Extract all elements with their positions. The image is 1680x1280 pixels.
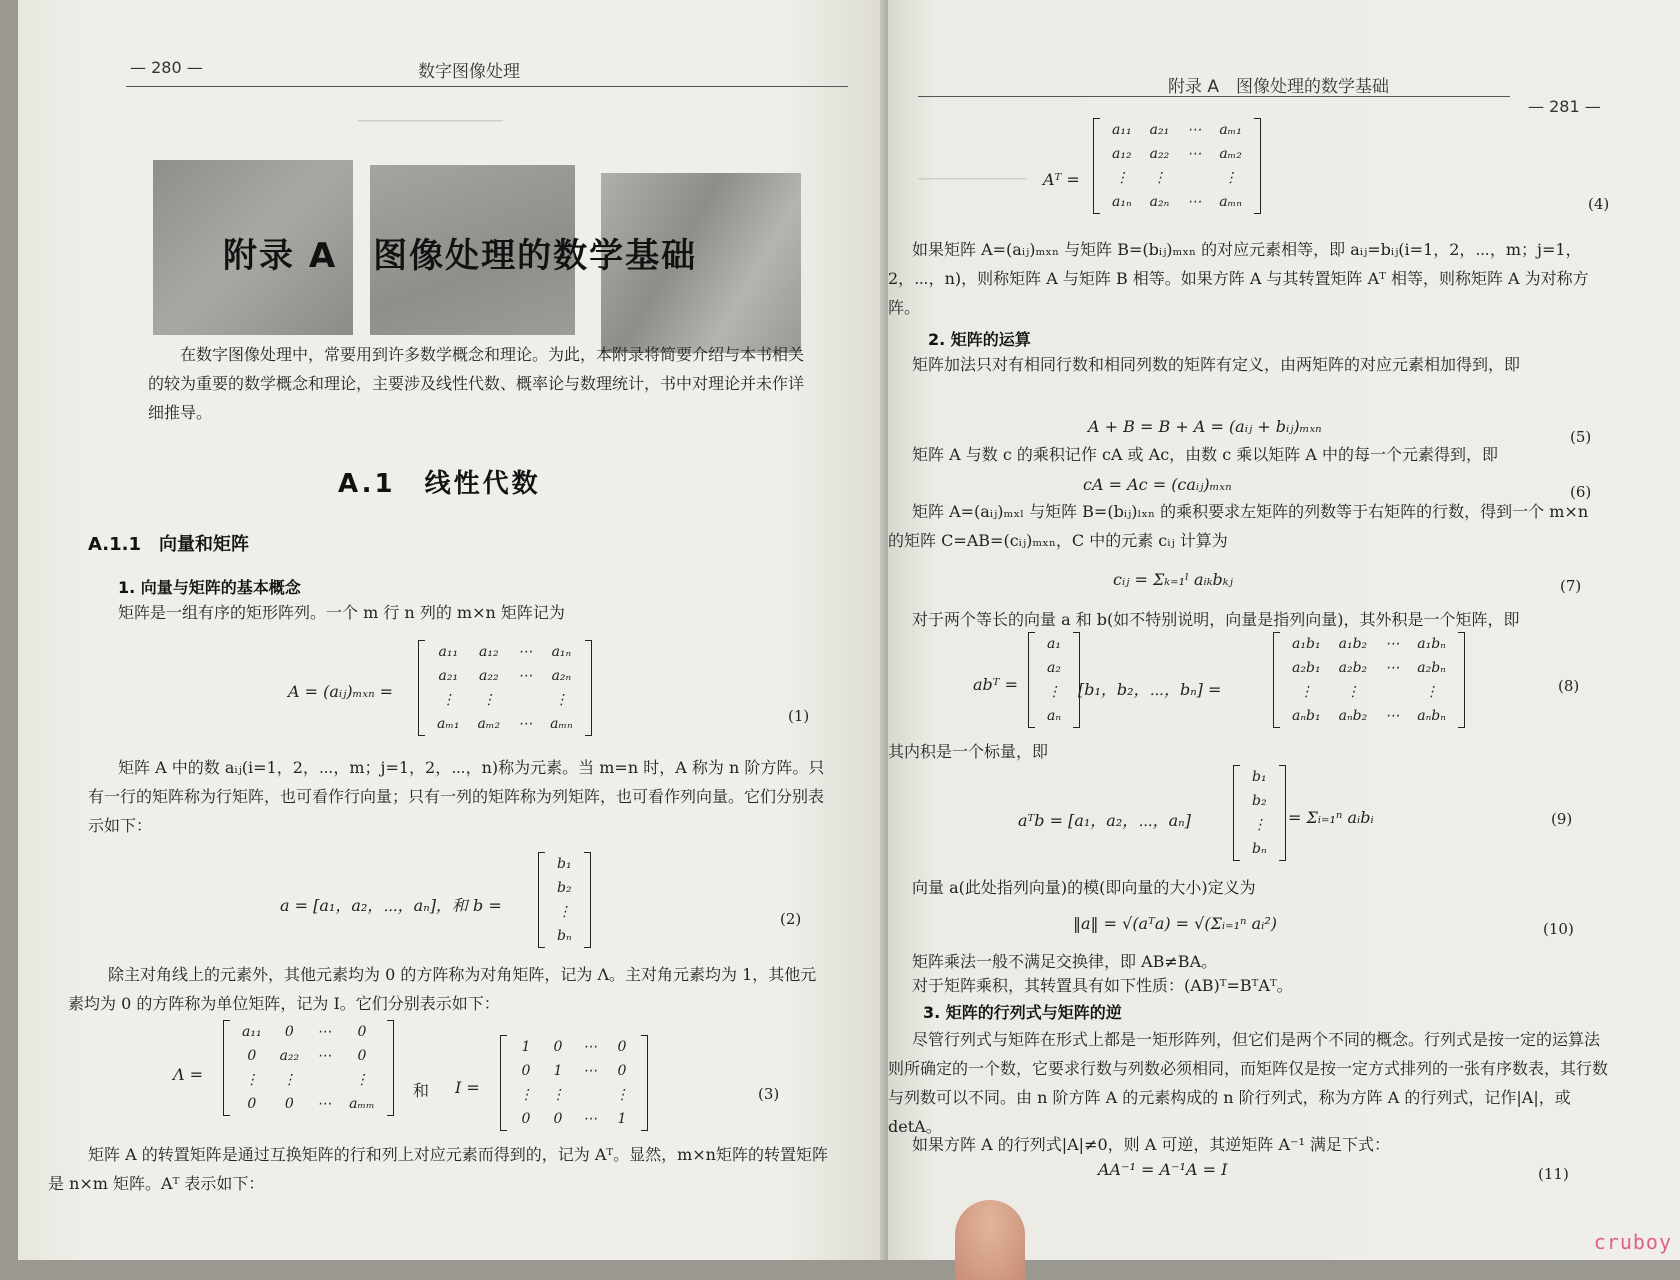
matrix-cell: a₂₁ (1149, 122, 1170, 138)
bracket-left (538, 852, 545, 948)
matrix-cell: b₂ (557, 880, 572, 896)
eq3-matrix-a (223, 1020, 394, 1116)
right-page (888, 0, 1680, 1260)
eq8-column (1028, 632, 1080, 728)
eq3-lhs: Λ = (173, 1065, 204, 1084)
matrix-cell: ⋯ (518, 668, 533, 684)
eq3-number: (3) (758, 1085, 780, 1103)
matrix-cell: bₙ (1252, 841, 1267, 857)
bracket-right (584, 852, 591, 948)
intro-paragraph: 在数字图像处理中，常要用到许多数学概念和理论。为此，本附录将简要介绍与本书相关的较为重要的数学概念和理论，主要涉及线性代数、概率论与数理统计，书中对理论并未作详细推导。 (148, 345, 805, 422)
matrix-cell (308, 1068, 340, 1092)
matrix-cell: aₘ₂ (1219, 146, 1242, 162)
matrix-cell: ⋮ (1223, 170, 1238, 186)
eq6: cA = Ac = (caᵢⱼ)ₘₓₙ (1083, 475, 1232, 494)
bracket-left (1028, 632, 1035, 728)
matrix-cell: 0 (553, 1039, 563, 1055)
eq10: ‖a‖ = √(aᵀa) = √(Σᵢ₌₁ⁿ aᵢ²) (1073, 914, 1277, 933)
sub3-heading: 3. 矩阵的行列式与矩阵的逆 (923, 1003, 1122, 1022)
eq8-number: (8) (1558, 677, 1580, 695)
paragraph-10: 其内积是一个标量，即 (888, 742, 1049, 761)
matrix-cell: a₂₂ (1149, 146, 1170, 162)
matrix-cell: 0 (521, 1063, 531, 1079)
bracket-left (223, 1020, 230, 1116)
matrix-cell: a₁bₙ (1417, 636, 1446, 652)
matrix-cell: aₘ₁ (1219, 122, 1242, 138)
bracket-left (418, 640, 425, 736)
eq5-number: (5) (1570, 428, 1592, 446)
matrix-cell: a₁b₂ (1338, 636, 1368, 652)
eq8-lhs: abᵀ = (973, 675, 1018, 694)
matrix-cell: aₘₙ (1219, 194, 1242, 210)
matrix-cell: ⋯ (1385, 708, 1400, 724)
matrix-cell: 0 (553, 1111, 563, 1127)
eq6-number: (6) (1570, 483, 1592, 501)
paragraph-13: 对于矩阵乘积，其转置具有如下性质：(AB)ᵀ=BᵀAᵀ。 (912, 976, 1293, 995)
eq11-number: (11) (1538, 1165, 1569, 1183)
eq2-number: (2) (780, 910, 802, 928)
matrix-cell: a₁ₙ (551, 644, 572, 660)
matrix-cell (574, 1083, 606, 1107)
matrix-cell: aₘₘ (349, 1096, 375, 1112)
appendix-title: 附录 A 图像处理的数学基础 (223, 236, 698, 276)
matrix-cell: ⋯ (1385, 660, 1400, 676)
paragraph-2: 矩阵 A 中的数 aᵢⱼ(i=1，2，⋯，m；j=1，2，⋯，n)称为元素。当 m=n 时，A 称为 n 阶方阵。只有一行的矩阵称为行矩阵，也可看作行向量；只有一列的矩阵称为列矩阵，也可看作列向量。它们分别表示如下： (88, 758, 825, 835)
matrix-cell: ⋮ (481, 692, 496, 708)
matrix-cell: 1 (521, 1039, 531, 1055)
bracket-right (1279, 765, 1286, 861)
matrix-cell: a₂ (1047, 660, 1061, 676)
eq1-number: (1) (788, 707, 810, 725)
paragraph-6: 矩阵加法只对有相同行数和相同列数的矩阵有定义，由两矩阵的对应元素相加得到，即 (912, 355, 1521, 374)
section-heading: A.1 线性代数 (338, 469, 541, 499)
paragraph-5: 如果矩阵 A=(aᵢⱼ)ₘₓₙ 与矩阵 B=(bᵢⱼ)ₘₓₙ 的对应元素相等，即 aᵢⱼ=bᵢⱼ(i=1，2，⋯，m；j=1，2，⋯，n)，则称矩阵 A 与矩阵 B 相等。如果方阵 A 与其转置矩阵 Aᵀ 相等，则称矩阵 A 为对称方阵。 (888, 240, 1589, 317)
eq4-lhs: Aᵀ = (1043, 170, 1080, 189)
matrix-cell: ⋮ (354, 1072, 369, 1088)
matrix-cell: 0 (617, 1063, 627, 1079)
bracket-left (1273, 632, 1280, 728)
matrix-cell: ⋮ (1114, 170, 1129, 186)
matrix-cell: 0 (357, 1048, 367, 1064)
matrix-cell: ⋮ (519, 1087, 533, 1103)
eq1-matrix (418, 640, 592, 736)
paragraph-12: 矩阵乘法一般不满足交换律，即 AB≠BA。 (912, 952, 1218, 971)
matrix-cell: a₁₁ (438, 644, 459, 660)
matrix-cell: ⋮ (551, 1087, 565, 1103)
matrix-cell: aₘₙ (550, 716, 573, 732)
eq9-lhs: aᵀb = [a₁，a₂，⋯，aₙ] (1018, 811, 1191, 830)
matrix-cell (509, 688, 541, 712)
matrix-cell: 0 (617, 1039, 627, 1055)
paragraph-3: 除主对角线上的元素外，其他元素均为 0 的方阵称为对角矩阵，记为 Λ。主对角元素均为 1，其他元素均为 0 的方阵称为单位矩阵，记为 I。它们分别表示如下： (68, 965, 817, 1013)
matrix-cell: aₙbₙ (1417, 708, 1446, 724)
matrix-cell: a₂₂ (279, 1048, 300, 1064)
bleed-through-text: ──────────────── (358, 112, 503, 130)
matrix-cell: a₂b₁ (1292, 660, 1321, 676)
eq8-row: [b₁，b₂，⋯，bₙ] = (1078, 680, 1222, 699)
matrix-cell: ⋯ (317, 1048, 332, 1064)
matrix-cell: a₁₂ (1112, 146, 1132, 162)
subsection-heading: A.1.1 向量和矩阵 (88, 534, 249, 555)
matrix-cell: ⋮ (557, 904, 572, 920)
matrix-cell: ⋮ (1047, 684, 1062, 700)
eq10-number: (10) (1543, 920, 1574, 938)
eq5: A + B = B + A = (aᵢⱼ + bᵢⱼ)ₘₓₙ (1088, 417, 1322, 436)
matrix-cell: a₁ (1047, 636, 1061, 652)
eq2-matrix (538, 852, 591, 948)
matrix-cell: b₂ (1252, 793, 1267, 809)
bracket-left (500, 1035, 507, 1131)
matrix-cell: ⋮ (1345, 684, 1360, 700)
thumb-holding-page (955, 1200, 1025, 1280)
running-head: 附录 A 图像处理的数学基础 (1168, 77, 1390, 97)
bracket-right (387, 1020, 394, 1116)
matrix-cell: aₙ (1047, 708, 1062, 724)
bracket-left (1233, 765, 1240, 861)
matrix-cell: ⋮ (1424, 684, 1439, 700)
bracket-right (641, 1035, 648, 1131)
matrix-cell: a₁ₙ (1112, 194, 1132, 210)
eq7: cᵢⱼ = Σₖ₌₁ˡ aᵢₖbₖⱼ (1113, 570, 1233, 589)
eq8-matrix (1273, 632, 1465, 728)
matrix-cell: ⋮ (1299, 684, 1314, 700)
matrix-cell: 0 (357, 1024, 367, 1040)
bracket-right (585, 640, 592, 736)
matrix-cell: ⋮ (282, 1072, 297, 1088)
matrix-cell: aₙb₂ (1338, 708, 1368, 724)
matrix-cell: a₂ₙ (551, 668, 572, 684)
header-rule (126, 86, 848, 87)
matrix-cell: ⋯ (1187, 122, 1202, 138)
matrix-cell: a₂₁ (438, 668, 459, 684)
sub1-heading: 1. 向量与矩阵的基本概念 (118, 578, 301, 597)
header-rule (918, 96, 1510, 97)
matrix-cell: b₁ (1252, 769, 1267, 785)
matrix-cell: 0 (247, 1048, 257, 1064)
bracket-right (1254, 118, 1261, 214)
matrix-cell: ⋯ (583, 1039, 597, 1055)
matrix-cell: a₂₂ (479, 668, 499, 684)
matrix-cell: ⋯ (1187, 146, 1202, 162)
eq3-and: 和 (413, 1081, 430, 1100)
matrix-cell: b₁ (557, 856, 572, 872)
running-head: 数字图像处理 (418, 62, 520, 82)
page-number: — 280 — (130, 58, 203, 77)
matrix-cell: 1 (553, 1063, 563, 1079)
matrix-cell (1376, 680, 1408, 704)
matrix-cell: ⋮ (244, 1072, 259, 1088)
matrix-cell: ⋯ (317, 1096, 332, 1112)
matrix-cell: ⋯ (583, 1111, 597, 1127)
matrix-cell: 0 (247, 1096, 257, 1112)
eq4-matrix (1093, 118, 1261, 214)
matrix-cell: a₁₁ (1112, 122, 1132, 138)
eq11: AA⁻¹ = A⁻¹A = I (1098, 1160, 1228, 1179)
matrix-cell: ⋯ (1385, 636, 1400, 652)
eq2-text: a = [a₁，a₂，⋯，aₙ]，和 b = (280, 896, 502, 915)
bleed-through-text: ──────────── (918, 170, 1027, 188)
eq3-matrix-b (500, 1035, 648, 1131)
paragraph-14: 尽管行列式与矩阵在形式上都是一矩形阵列，但它们是两个不同的概念。行列式是按一定的运算法则所确定的一个数，它要求行数与列数必须相同，而矩阵仅是按一定方式排列的一张有序数表，其行数与列数可以不同。由 n 阶方阵 A 的元素构成的 n 阶行列式，称为方阵 A 的行列式，记作|A|，或 detA。 (888, 1030, 1609, 1136)
matrix-cell: 0 (284, 1096, 294, 1112)
paragraph-7: 矩阵 A 与数 c 的乘积记作 cA 或 Ac，由数 c 乘以矩阵 A 中的每一个元素得到，即 (912, 445, 1499, 464)
matrix-cell: ⋯ (1187, 194, 1202, 210)
paragraph-9: 对于两个等长的向量 a 和 b(如不特别说明，向量是指列向量)，其外积是一个矩阵，即 (912, 610, 1520, 629)
matrix-cell: 0 (521, 1111, 531, 1127)
matrix-cell: aₘ₂ (477, 716, 501, 732)
page-number: — 281 — (1528, 97, 1601, 116)
matrix-cell: a₂bₙ (1417, 660, 1446, 676)
matrix-cell: a₁b₁ (1292, 636, 1321, 652)
paragraph-15: 如果方阵 A 的行列式|A|≠0，则 A 可逆，其逆矩阵 A⁻¹ 满足下式： (912, 1135, 1390, 1154)
eq9-column (1233, 765, 1286, 861)
eq4-number: (4) (1588, 195, 1610, 213)
matrix-cell: a₁₂ (479, 644, 499, 660)
eq3-mid: I = (455, 1078, 480, 1097)
eq9-number: (9) (1551, 810, 1573, 828)
matrix-cell: aₘ₁ (437, 716, 460, 732)
matrix-cell: 0 (284, 1024, 294, 1040)
eq7-number: (7) (1560, 577, 1582, 595)
matrix-cell: ⋮ (1252, 817, 1267, 833)
left-page (18, 0, 888, 1260)
paragraph-11: 向量 a(此处指列向量)的模(即向量的大小)定义为 (912, 878, 1256, 897)
eq1-lhs: A = (aᵢⱼ)ₘₓₙ = (288, 682, 394, 701)
matrix-cell: bₙ (557, 928, 572, 944)
eq9-rhs: = Σᵢ₌₁ⁿ aᵢbᵢ (1288, 808, 1374, 827)
paragraph-1: 矩阵是一组有序的矩形阵列。一个 m 行 n 列的 m×n 矩阵记为 (118, 603, 565, 622)
matrix-cell: ⋮ (1152, 170, 1167, 186)
paragraph-8: 矩阵 A=(aᵢⱼ)ₘₓₗ 与矩阵 B=(bᵢⱼ)ₗₓₙ 的乘积要求左矩阵的列数等于右矩阵的行数，得到一个 m×n 的矩阵 C=AB=(cᵢⱼ)ₘₓₙ，C 中的元素 cᵢⱼ 计算为 (888, 502, 1589, 550)
matrix-cell: a₂b₂ (1338, 660, 1368, 676)
matrix-cell: a₁₁ (242, 1024, 262, 1040)
bracket-left (1093, 118, 1100, 214)
matrix-cell: ⋮ (441, 692, 456, 708)
matrix-cell: 1 (617, 1111, 627, 1127)
matrix-cell: ⋮ (554, 692, 569, 708)
matrix-cell: ⋯ (518, 716, 533, 732)
matrix-cell: ⋯ (583, 1063, 597, 1079)
bracket-right (1458, 632, 1465, 728)
sub2-heading: 2. 矩阵的运算 (928, 330, 1031, 349)
matrix-cell: ⋯ (317, 1024, 332, 1040)
matrix-cell (1178, 166, 1210, 190)
paragraph-4: 矩阵 A 的转置矩阵是通过互换矩阵的行和列上对应元素而得到的，记为 Aᵀ。显然，m×n矩阵的转置矩阵是 n×m 矩阵。Aᵀ 表示如下： (48, 1145, 828, 1193)
matrix-cell: a₂ₙ (1149, 194, 1170, 210)
watermark: cruboy (1593, 1230, 1672, 1254)
matrix-cell: aₙb₁ (1292, 708, 1321, 724)
matrix-cell: ⋮ (615, 1087, 629, 1103)
matrix-cell: ⋯ (518, 644, 533, 660)
